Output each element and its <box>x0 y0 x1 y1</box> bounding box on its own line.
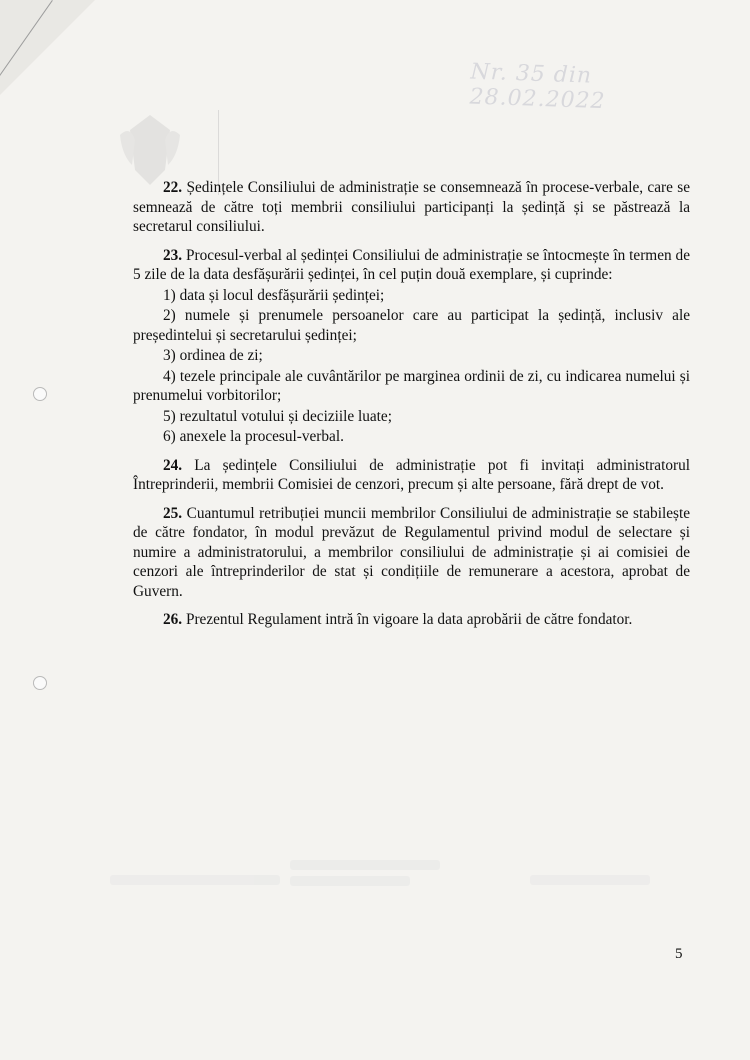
binder-hole-bottom <box>33 676 47 690</box>
binder-hole-top <box>33 387 47 401</box>
folded-corner <box>0 0 95 95</box>
page-number: 5 <box>675 946 683 962</box>
paragraph-22: 22. Ședințele Consiliului de administrație se consemnează în procese-verbale, care se semnează de către toți membrii consiliului participanți la ședință și se păstrează la secretarul consiliului. <box>133 179 690 235</box>
paragraph-25: 25. Cuantumul retribuției muncii membrilor Consiliului de administrație se stabilește de către fondator, în modul prevăzut de Regulamentul privind modul de selectare și numire a administratorului, a membrilor consiliului de administrație și ai comisiei de cenzori ale întreprinderilor de stat și condițiile de remunerare a acestora, aprobat de Guvern. <box>133 504 690 600</box>
document-body <box>133 178 690 639</box>
paragraph-24: 24. La ședințele Consiliului de administrație pot fi invitați administratorul Întreprinderii, membrii Comisiei de cenzori, precum și alte persoane, fără drept de vot. <box>133 456 690 493</box>
paragraph-26: 26. Prezentul Regulament intră în vigoare la data aprobării de către fondator. <box>163 611 633 628</box>
ghost-signature-area <box>110 860 670 900</box>
list-item: 6) anexele la procesul-verbal. <box>163 428 344 445</box>
list-item: 3) ordinea de zi; <box>163 347 263 364</box>
paragraph-23: 23. Procesul-verbal al ședinței Consiliului de administrație se întocmește în termen de 5 zile de la data desfășurării ședinței, în cel puțin două exemplare, și cuprinde: <box>133 246 690 283</box>
list-item: 4) tezele principale ale cuvântărilor pe marginea ordinii de zi, cu indicarea numelui și prenumelui vorbitorilor; <box>133 367 690 404</box>
handwritten-registration-number: Nr. 35 din 28.02.2022 <box>469 59 606 115</box>
list-item: 1) data și locul desfășurării ședinței; <box>163 286 385 304</box>
list-item: 2) numele și prenumele persoanelor care au participat la ședință, inclusiv ale președintelui și secretarului ședinței; <box>133 307 690 344</box>
list-item: 5) rezultatul votului și deciziile luate; <box>163 407 392 425</box>
